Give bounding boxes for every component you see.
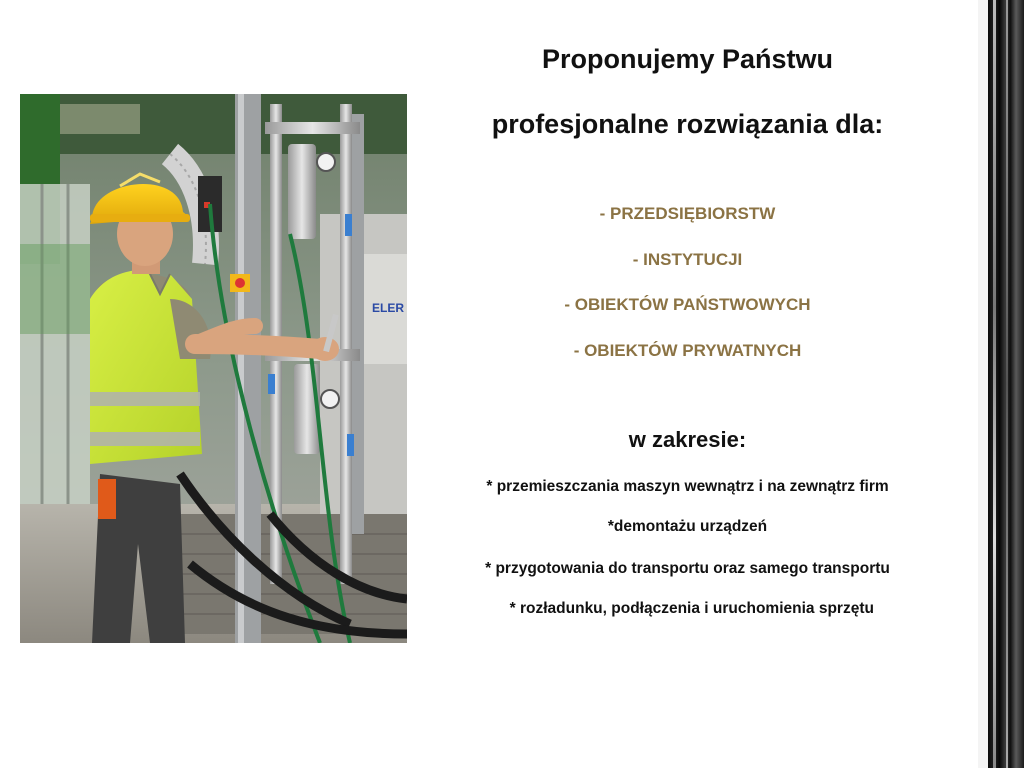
sector-item: - PRZEDSIĘBIORSTW [599,204,776,223]
decorative-line [993,0,996,768]
sector-item: - OBIEKTÓW PAŃSTWOWYCH [564,295,811,314]
decorative-edge [978,0,988,768]
scope-item: * przemieszczania maszyn wewnątrz i na zewnątrz firm [486,478,889,495]
scope-item: * przygotowania do transportu oraz samego transportu [485,560,890,577]
scope-item: *demontażu urządzeń [607,518,768,535]
scope-item: * rozładunku, podłączenia i uruchomienia sprzętu [501,600,874,617]
worker-photo [20,94,407,643]
heading-line-2: profesjonalne rozwiązania dla: [491,109,884,139]
sector-item: - INSTYTUCJI [632,250,743,269]
sector-item: - OBIEKTÓW PRYWATNYCH [573,341,802,360]
heading-line-1: Proponujemy Państwu [541,44,834,74]
eler-label: ELER [372,301,405,315]
scope-title: w zakresie: [628,427,747,452]
decorative-line [1006,0,1008,768]
